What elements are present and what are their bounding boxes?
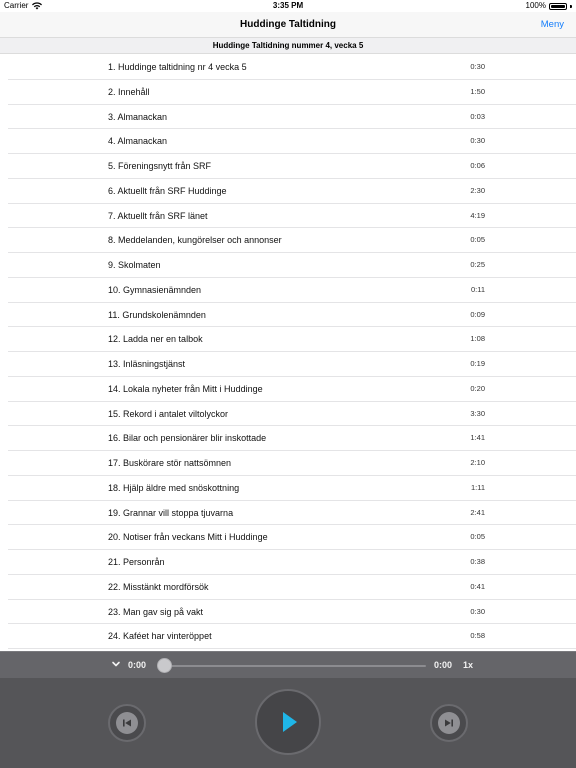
track-duration: 0:30 <box>470 136 485 146</box>
track-duration: 2:41 <box>470 507 485 517</box>
track-duration: 0:05 <box>470 532 485 542</box>
track-duration: 4:19 <box>470 210 485 220</box>
track-row[interactable] <box>8 426 576 451</box>
battery-tip <box>570 5 572 8</box>
track-duration: 1:41 <box>470 433 485 443</box>
track-title: 2. Innehåll <box>108 86 150 97</box>
track-title: 9. Skolmaten <box>108 260 161 270</box>
track-list <box>0 55 576 649</box>
track-row[interactable] <box>8 179 576 204</box>
status-time: 3:35 PM <box>272 1 304 10</box>
track-title: 4. Almanackan <box>108 136 168 147</box>
audio-player <box>0 651 576 768</box>
track-row[interactable] <box>8 55 576 80</box>
track-row[interactable] <box>8 550 576 575</box>
previous-track-icon <box>120 716 134 730</box>
navigation-bar <box>0 12 576 37</box>
track-duration: 1:08 <box>470 334 485 344</box>
progress-track[interactable] <box>158 665 426 667</box>
track-title: 14. Lokala nyheter från Mitt i Huddinge <box>108 383 263 394</box>
track-duration: 0:38 <box>470 557 485 566</box>
track-row[interactable] <box>8 476 576 501</box>
track-row[interactable] <box>8 278 576 303</box>
track-row[interactable] <box>8 451 576 476</box>
play-button[interactable] <box>255 689 321 755</box>
track-duration: 1:50 <box>470 86 485 96</box>
play-icon <box>272 706 304 738</box>
track-row[interactable] <box>8 154 576 179</box>
page-title: Huddinge Taltidning <box>240 19 336 30</box>
track-title: 20. Notiser från veckans Mitt i Huddinge <box>108 532 268 543</box>
battery-icon <box>549 3 567 10</box>
track-title: 12. Ladda ner en talbok <box>108 334 203 345</box>
track-row[interactable] <box>8 575 576 600</box>
status-right <box>526 0 572 12</box>
track-title: 3. Almanackan <box>108 111 168 122</box>
track-row[interactable] <box>8 624 576 649</box>
track-duration: 0:05 <box>470 235 485 245</box>
track-title: 5. Föreningsnytt från SRF <box>108 161 212 171</box>
track-duration: 0:03 <box>470 111 485 121</box>
track-duration: 0:11 <box>470 284 485 294</box>
track-duration: 0:19 <box>470 359 485 368</box>
track-duration: 3:30 <box>470 408 485 418</box>
track-duration: 0:09 <box>470 309 485 319</box>
track-title: 19. Grannar vill stoppa tjuvarna <box>108 507 234 518</box>
track-duration: 0:20 <box>470 383 485 393</box>
track-row[interactable] <box>8 327 576 352</box>
track-row[interactable] <box>8 105 576 130</box>
track-row[interactable] <box>8 377 576 402</box>
track-title: 6. Aktuellt från SRF Huddinge <box>108 185 227 196</box>
playback-speed-button[interactable]: 1x <box>463 660 474 670</box>
track-duration: 0:41 <box>470 581 485 591</box>
track-duration: 0:30 <box>470 606 485 616</box>
track-duration: 1:11 <box>470 482 485 492</box>
track-duration: 0:58 <box>470 631 485 641</box>
track-row[interactable] <box>8 80 576 105</box>
track-title: 8. Meddelanden, kungörelser och annonser <box>108 235 282 246</box>
track-row[interactable] <box>8 501 576 526</box>
total-time: 0:00 <box>434 660 453 670</box>
menu-button[interactable]: Meny <box>540 19 564 30</box>
carrier-label: Carrier <box>4 1 29 10</box>
section-header: Huddinge Taltidning nummer 4, vecka 5 <box>0 37 576 54</box>
status-bar <box>0 0 576 12</box>
progress-thumb[interactable] <box>157 658 172 673</box>
battery-percent: 100% <box>525 1 546 10</box>
track-duration: 0:06 <box>470 161 485 170</box>
previous-track-button[interactable] <box>108 704 146 742</box>
track-row[interactable] <box>8 352 576 377</box>
track-title: 10. Gymnasienämnden <box>108 284 202 295</box>
current-time: 0:00 <box>128 660 147 670</box>
track-duration: 0:25 <box>470 260 485 269</box>
track-duration: 2:30 <box>470 185 485 195</box>
track-title: 18. Hjälp äldre med snöskottning <box>108 482 240 493</box>
track-row[interactable] <box>8 525 576 550</box>
track-title: 22. Misstänkt mordförsök <box>108 581 209 592</box>
track-row[interactable] <box>8 402 576 427</box>
track-title: 21. Personrån <box>108 557 165 567</box>
track-title: 1. Huddinge taltidning nr 4 vecka 5 <box>108 62 247 72</box>
track-title: 16. Bilar och pensionärer blir inskottade <box>108 433 267 444</box>
track-row[interactable] <box>8 129 576 154</box>
track-title: 15. Rekord i antalet viltolyckor <box>108 408 229 419</box>
scrub-bar <box>0 651 576 678</box>
track-duration: 2:10 <box>470 458 485 467</box>
track-title: 11. Grundskolenämnden <box>108 309 206 320</box>
next-track-button[interactable] <box>430 704 468 742</box>
track-row[interactable] <box>8 253 576 278</box>
chevron-down-icon[interactable] <box>110 658 122 670</box>
track-title: 24. Kaféet har vinteröppet <box>108 631 212 642</box>
next-track-icon <box>442 716 456 730</box>
track-title: 17. Buskörare stör nattsömnen <box>108 458 232 468</box>
track-title: 13. Inläsningstjänst <box>108 359 186 369</box>
track-row[interactable] <box>8 600 576 625</box>
track-row[interactable] <box>8 303 576 328</box>
track-title: 7. Aktuellt från SRF länet <box>108 210 208 221</box>
track-row[interactable] <box>8 204 576 229</box>
track-title: 23. Man gav sig på vakt <box>108 606 204 617</box>
track-row[interactable] <box>8 228 576 253</box>
track-duration: 0:30 <box>470 62 485 71</box>
